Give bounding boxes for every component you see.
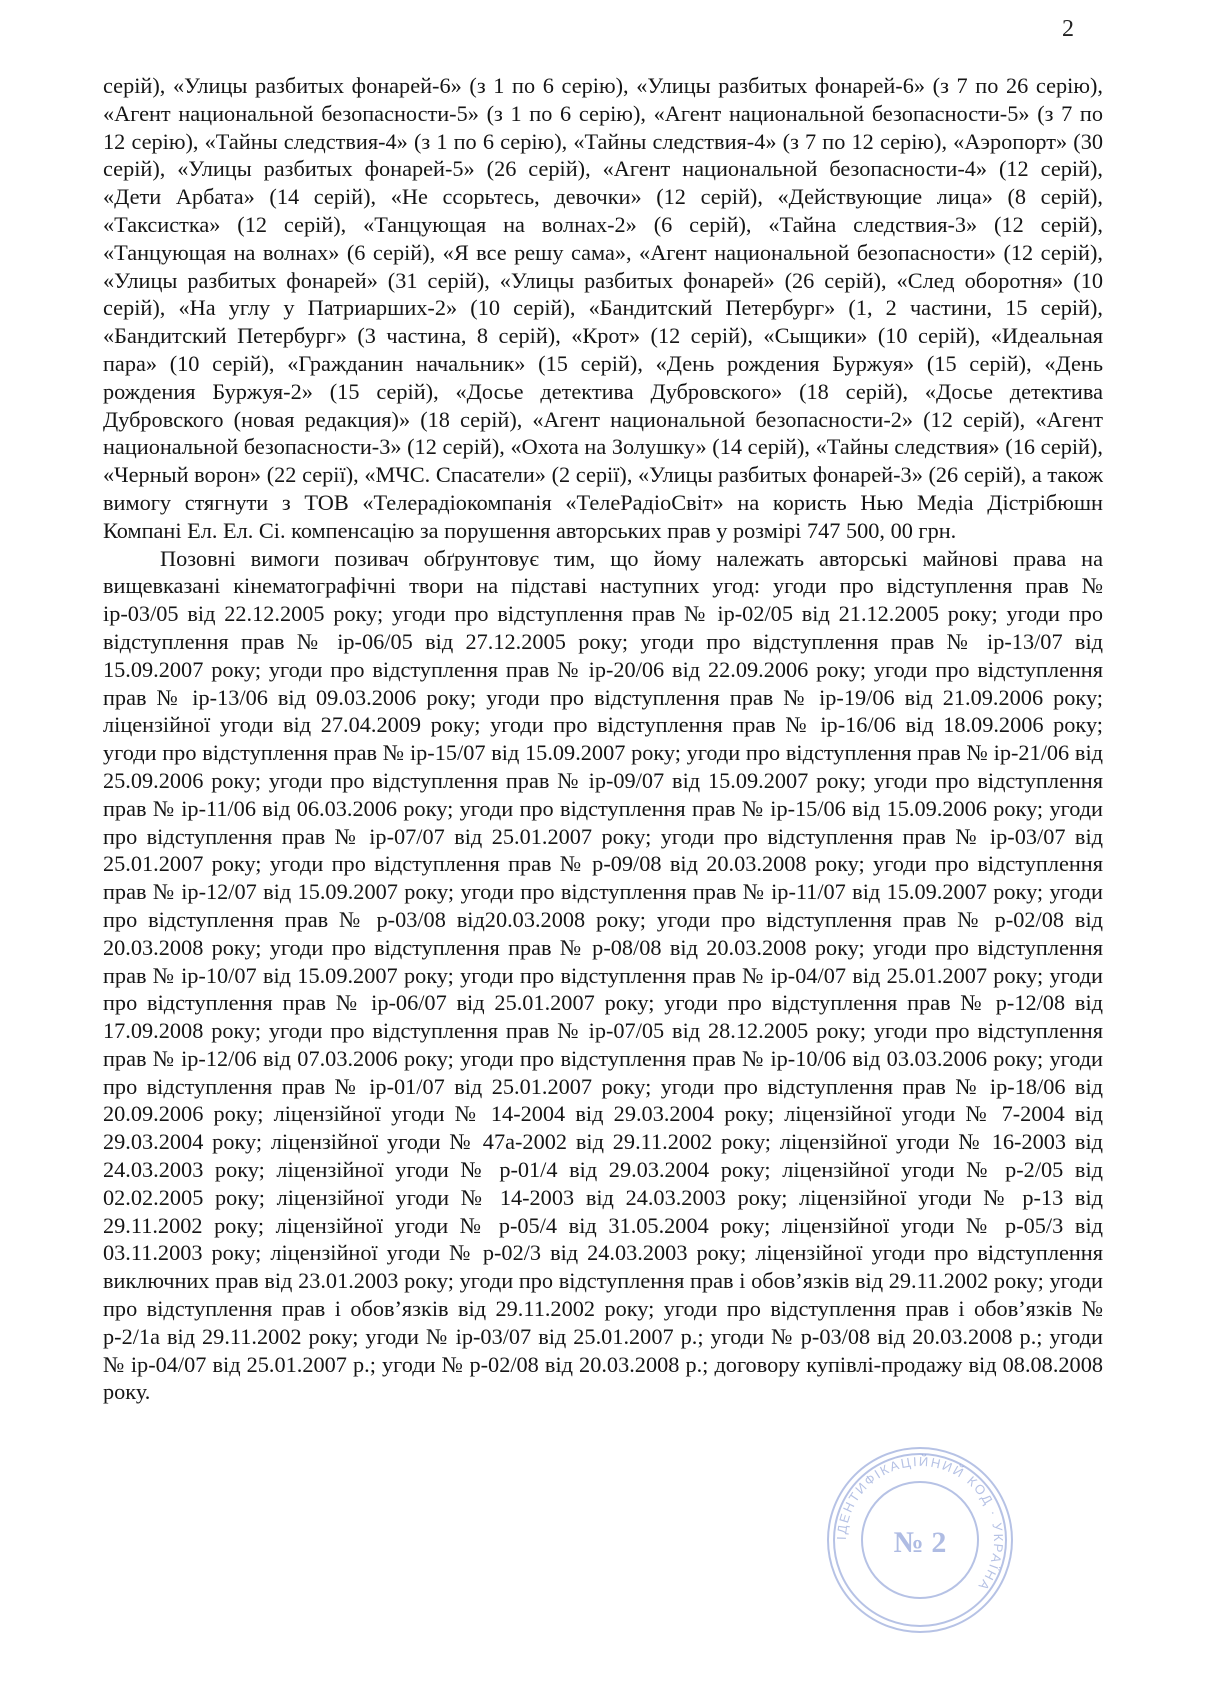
- page-number: 2: [1062, 16, 1074, 42]
- document-body: [103, 72, 1103, 1406]
- stamp-center-text: № 2: [893, 1526, 947, 1559]
- official-stamp: [820, 1440, 1020, 1640]
- paragraph-series-list: серій), «Улицы разбитых фонарей-6» (з 1 по 6 серію), «Улицы разбитых фонарей-6» (з 7 по 26 серію), «Агент национальной безопасности-5» (з 1 по 6 серію), «Агент национальной безопасности-5» (з 7 по 12 серію), «Тайны следствия-4» (з 1 по 6 серію), «Тайны следствия-4» (з 7 по 12 серію), «Аэропорт» (30 серій), «Улицы разбитых фонарей-5» (26 серій), «Агент национальной безопасности-4» (12 серій), «Дети Арбата» (14 серій), «Не ссорьтесь, девочки» (12 серій), «Действующие лица» (8 серій), «Таксистка» (12 серій), «Танцующая на волнах-2» (6 серій), «Тайна следствия-3» (12 серій), «Танцующая на волнах» (6 серій), «Я все решу сама», «Агент национальной безопасности» (12 серій), «Улицы разбитых фонарей» (31 серій), «Улицы разбитых фонарей» (26 серій), «След оборотня» (10 серій), «На углу у Патриарших-2» (10 серій), «Бандитский Петербург» (1, 2 частини, 15 серій), «Бандитский Петербург» (3 частина, 8 серій), «Крот» (12 серій), «Сыщики» (10 серій), «Идеальная пара» (10 серій), «Гражданин начальник» (15 серій), «День рождения Буржуя» (15 серій), «День рождения Буржуя-2» (15 серій), «Досье детектива Дубровского» (18 серій), «Досье детектива Дубровского (новая редакция)» (18 серій), «Агент национальной безопасности-2» (12 серій), «Агент национальной безопасности-3» (12 серій), «Охота на Золушку» (14 серій), «Тайны следствия» (16 серій), «Черный ворон» (22 серії), «МЧС. Спасатели» (2 серії), «Улицы разбитых фонарей-3» (26 серій), а також вимогу стягнути з ТОВ «Телерадіокомпанія «ТелеРадіоСвіт» на користь Нью Медіа Дістрібюшн Компані Ел. Ел. Сі. компенсацію за порушення авторських прав у розмірі 747 500, 00 грн.: [103, 73, 1103, 543]
- svg-text:ІДЕНТИФІКАЦІЙНИЙ КОД · УКРАЇНА: [834, 1454, 1006, 1595]
- stamp-ring-text: ІДЕНТИФІКАЦІЙНИЙ КОД · УКРАЇНА: [833, 1453, 1007, 1595]
- paragraph-claims-basis: Позовні вимоги позивач обґрунтовує тим, що йому належать авторські майнові права на вищевказані кінематографічні твори на підставі наступних угод: угоди про відступлення прав № ір-03/05 від 22.12.2005 року; угоди про відступлення прав № ір-02/05 від 21.12.2005 року; угоди про відступлення прав № ір-06/05 від 27.12.2005 року; угоди про відступлення прав № ір-13/07 від 15.09.2007 року; угоди про відступлення прав № ір-20/06 від 22.09.2006 року; угоди про відступлення прав № ір-13/06 від 09.03.2006 року; угоди про відступлення прав № ір-19/06 від 21.09.2006 року; ліцензійної угоди від 27.04.2009 року; угоди про відступлення прав № ір-16/06 від 18.09.2006 року; угоди про відступлення прав № ір-15/07 від 15.09.2007 року; угоди про відступлення прав № ір-21/06 від 25.09.2006 року; угоди про відступлення прав № ір-09/07 від 15.09.2007 року; угоди про відступлення прав № ір-11/06 від 06.03.2006 року; угоди про відступлення прав № ір-15/06 від 15.09.2006 року; угоди про відступлення прав № ір-07/07 від 25.01.2007 року; угоди про відступлення прав № ір-03/07 від 25.01.2007 року; угоди про відступлення прав № р-09/08 від 20.03.2008 року; угоди про відступлення прав № ір-12/07 від 15.09.2007 року; угоди про відступлення прав № ір-11/07 від 15.09.2007 року; угоди про відступлення прав № р-03/08 від20.03.2008 року; угоди про відступлення прав № р-02/08 від 20.03.2008 року; угоди про відступлення прав № р-08/08 від 20.03.2008 року; угоди про відступлення прав № ір-10/07 від 15.09.2007 року; угоди про відступлення прав № ір-04/07 від 25.01.2007 року; угоди про відступлення прав № ір-06/07 від 25.01.2007 року; угоди про відступлення прав № р-12/08 від 17.09.2008 року; угоди про відступлення прав № ір-07/05 від 28.12.2005 року; угоди про відступлення прав № ір-12/06 від 07.03.2006 року; угоди про відступлення прав № ір-10/06 від 03.03.2006 року; угоди про відступлення прав № ір-01/07 від 25.01.2007 року; угоди про відступлення прав № ір-18/06 від 20.09.2006 року; ліцензійної угоди № 14-2004 від 29.03.2004 року; ліцензійної угоди № 7-2004 від 29.03.2004 року; ліцензійної угоди № 47а-2002 від 29.11.2002 року; ліцензійної угоди № 16-2003 від 24.03.2003 року; ліцензійної угоди № р-01/4 від 29.03.2004 року; ліцензійної угоди № р-2/05 від 02.02.2005 року; ліцензійної угоди № 14-2003 від 24.03.2003 року; ліцензійної угоди № р-13 від 29.11.2002 року; ліцензійної угоди № р-05/4 від 31.05.2004 року; ліцензійної угоди № р-05/3 від 03.11.2003 року; ліцензійної угоди № р-02/3 від 24.03.2003 року; ліцензійної угоди про відступлення виключних прав від 23.01.2003 року; угоди про відступлення прав і обов’язків від 29.11.2002 року; угоди про відступлення прав і обов’язків від 29.11.2002 року; угоди про відступлення прав і обов’язків № р-2/1а від 29.11.2002 року; угоди № ір-03/07 від 25.01.2007 р.; угоди № р-03/08 від 20.03.2008 р.; угоди № ір-04/07 від 25.01.2007 р.; угоди № р-02/08 від 20.03.2008 р.; договору купівлі-продажу від 08.08.2008 року.: [103, 545, 1103, 1405]
